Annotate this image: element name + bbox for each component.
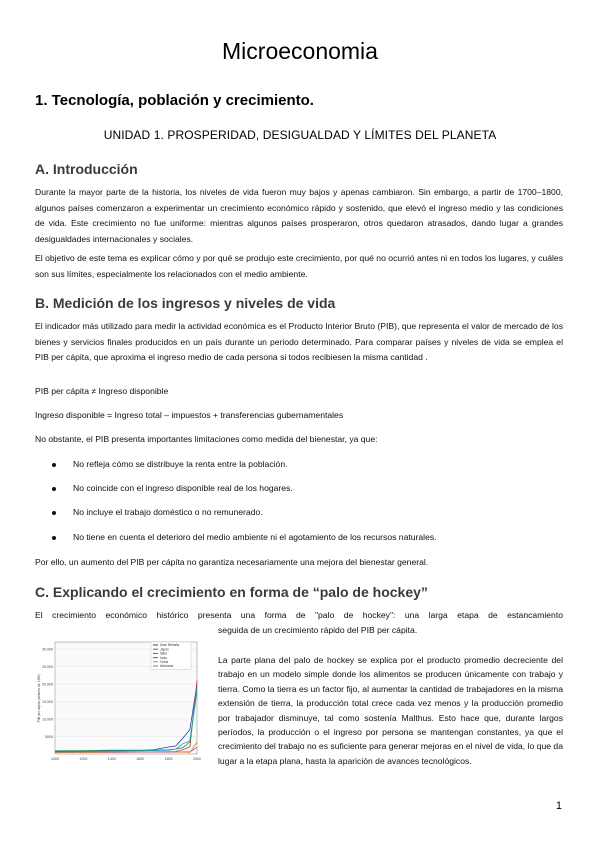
chart-x-tick-label: 1000: [51, 757, 59, 761]
chart-x-tick-label: 1600: [136, 757, 145, 761]
section-c-heading: C. Explicando el crecimiento en forma de “palo de hockey”: [35, 584, 428, 600]
chart-y-tick-label: 10,000: [42, 717, 53, 722]
unit-title: UNIDAD 1. PROSPERIDAD, DESIGUALDAD Y LÍMITES DEL PLANETA: [103, 128, 497, 142]
chart-x-tick-label: 1200: [79, 757, 88, 761]
bullet-text: No refleja cómo se distribuye la renta entre la población.: [73, 459, 288, 469]
bullet-text: No tiene en cuenta el deterioro del medio ambiente ni el agotamiento de los recursos naturales.: [73, 532, 437, 542]
chart-legend-label: Italia: [160, 651, 167, 656]
bullet-text: No coincide con el ingreso disponible real de los hogares.: [73, 483, 293, 493]
document-title: Microeconomia: [222, 38, 378, 64]
chart-legend-label: Gran Bretaña: [160, 643, 180, 648]
page-number: 1: [555, 800, 562, 812]
section-a-paragraph-1: Durante la mayor parte de la historia, los niveles de vida fueron muy bajos y apenas cambiaron. Sin embargo, a partir de 1700–1800, algunos países comenzaron a experimentar un crecimiento económico rápido y sostenido, que elevó el ingreso medio y las condiciones de vida. Este crecimiento no fue uniforme: mientras algunos países prosperaron, otros quedaron atrasados, dando lugar a grandes desigualdades internacionales y sociales.: [35, 187, 563, 244]
bullet-dot: [52, 487, 56, 491]
chart-y-tick-label: 30,000: [42, 647, 53, 652]
chart-legend-label: India: [160, 655, 167, 660]
chart-x-tick-label: 2000: [193, 757, 201, 761]
bullet-dot: [52, 536, 56, 540]
chart-legend-label: China: [160, 660, 169, 664]
section-a-heading: A. Introducción: [35, 161, 138, 177]
heading-1: 1. Tecnología, población y crecimiento.: [35, 92, 314, 109]
chart-legend-label: Alemania: [160, 664, 174, 669]
section-b-line-2: Ingreso disponible = Ingreso total – impuestos + transferencias gubernamentales: [35, 410, 344, 420]
section-b-paragraph-1: El indicador más utilizado para medir la actividad económica es el Producto Interior Bruto (PIB), que representa el valor de mercado de los bienes y servicios finales producidos en un país durante un periodo determinado. Para comparar países y niveles de vida se emplea el PIB per cápita, que aproxima el ingreso medio de cada persona si todos recibiesen la misma cantidad .: [35, 321, 563, 362]
chart-x-tick-label: 1800: [164, 757, 173, 761]
hockey-stick-chart: [35, 636, 205, 768]
section-b-heading: B. Medición de los ingresos y niveles de vida: [35, 295, 336, 311]
chart-x-tick-label: 1400: [107, 757, 116, 761]
chart-y-tick-label: 15,000: [42, 700, 53, 704]
section-b-line-1: PIB per cápita ≠ Ingreso disponible: [35, 386, 169, 396]
section-c-paragraph-2: La parte plana del palo de hockey se explica por el producto promedio decreciente del trabajo en un modelo simple donde los alimentos se producen únicamente con trabajo y tierra. Como la tierra es un factor fijo, al aumentar la cantidad de trabajadores en la misma extensión de tierra, la producción total crece cada vez menos y la producción promedio por trabajador disminuye, tal como sostenía Malthus. Esto hace que, durante largos períodos, la producción o el ingreso por persona se mantengan constantes, ya que el crecimiento del trabajo no es suficiente para generar mejoras en el nivel de vida, lo que da lugar a la etapa plana, hasta la aparición de avances tecnológicos.: [218, 655, 563, 766]
section-b-closing: Por ello, un aumento del PIB per cápita no garantiza necesariamente una mejora del bienestar general.: [35, 557, 429, 567]
chart-y-axis-label: PIB per cápita (dólares de 1990): [37, 673, 41, 723]
section-b-line-3: No obstante, el PIB presenta importantes limitaciones como medida del bienestar, ya que:: [35, 434, 378, 444]
bullet-dot: [52, 511, 56, 515]
bullet-dot: [52, 463, 56, 467]
section-c-paragraph-1b: seguida de un crecimiento rápido del PIB per cápita.: [218, 625, 418, 635]
section-c-paragraph-1a: El crecimiento económico histórico presenta una forma de "palo de hockey": una larga etapa de estancamiento: [35, 610, 563, 620]
chart-y-tick-label: 25,000: [42, 665, 53, 669]
chart-y-tick-label: 5000: [45, 735, 53, 739]
chart-legend-label: Japón: [160, 647, 169, 652]
chart-y-tick-label: 20,000: [42, 682, 53, 687]
bullet-text: No incluye el trabajo doméstico o no remunerado.: [73, 507, 263, 517]
section-a-paragraph-2: El objetivo de este tema es explicar cómo y por qué se produjo este crecimiento, por qué no ocurrió antes ni en todos los lugares, y cuáles son sus límites, especialmente los relacionados con el medio ambiente.: [35, 253, 563, 279]
